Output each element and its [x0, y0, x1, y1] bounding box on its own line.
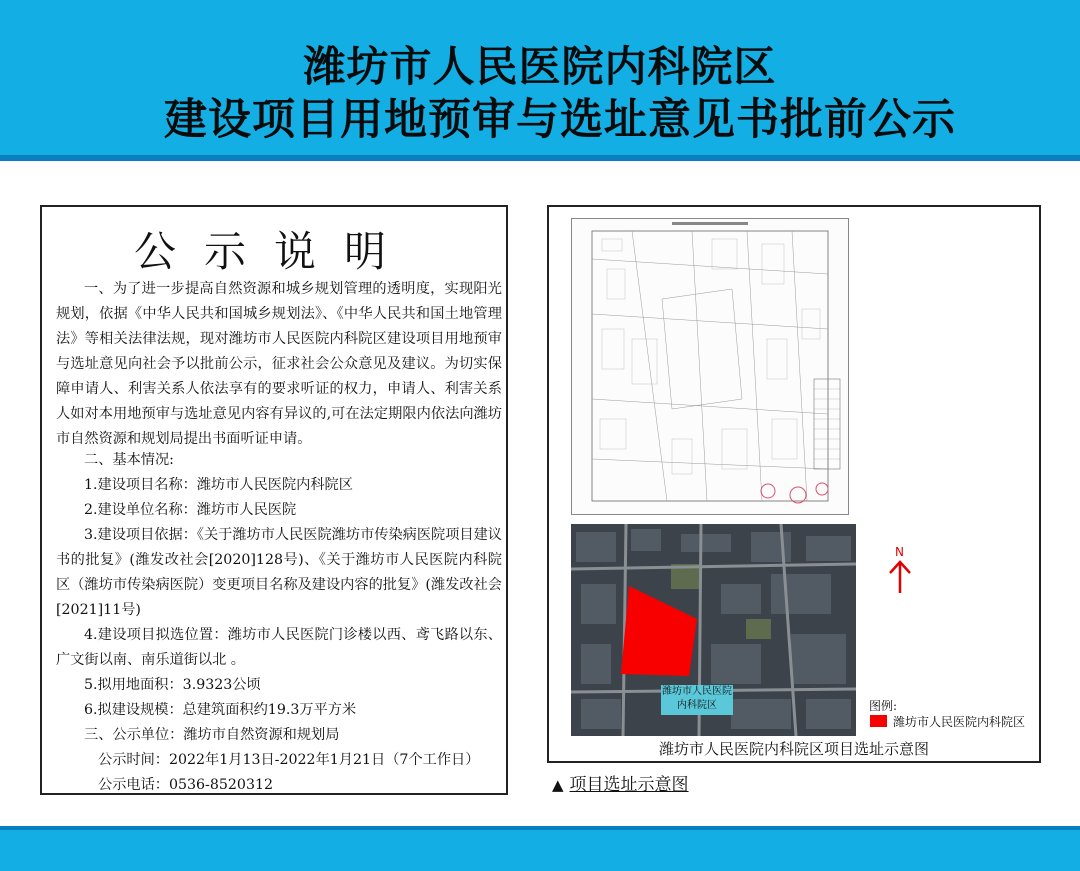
item-scale: 6.拟建设规模：总建筑面积约19.3万平方米	[84, 702, 357, 718]
page-title-line1: 潍坊市人民医院内科院区	[303, 42, 777, 91]
notice-panel	[40, 205, 508, 795]
legend-title: 图例:	[869, 699, 898, 713]
item-project-name: 1.建设项目名称：潍坊市人民医院内科院区	[84, 477, 353, 493]
publicity-phone: 公示电话：0536-8520312	[98, 777, 274, 793]
map-caption: 潍坊市人民医院内科院区项目选址示意图	[658, 740, 929, 758]
legend-swatch	[870, 715, 887, 727]
page-title-line2: 建设项目用地预审与选址意见书批前公示	[164, 95, 956, 145]
site-label-line2: 内科院区	[677, 700, 717, 711]
header-divider	[0, 155, 1080, 161]
planning-map-image	[571, 218, 849, 515]
notice-title: 公示说明	[133, 227, 414, 276]
triangle-icon: ▲	[552, 776, 564, 794]
north-arrow	[887, 545, 913, 595]
planning-map-drawing	[572, 219, 848, 514]
item-project-basis: 3.建设项目依据：《关于潍坊市人民医院潍坊市传染病医院项目建议书的批复》(潍发改社会[2020]128号)、《关于潍坊市人民医院内科院区（潍坊市传染病医院）变更项目名称及建设内容的批复》(潍发改社会[2021]11号)	[56, 527, 502, 618]
section-basic-info: 二、基本情况:	[84, 452, 174, 468]
publicity-time: 公示时间：2022年1月13日-2022年1月21日（7个工作日）	[98, 752, 480, 768]
item-location: 4.建设项目拟选位置：潍坊市人民医院门诊楼以西、鸢飞路以东、广文街以南、南乐道街以北 。	[56, 627, 502, 668]
below-caption	[552, 770, 689, 795]
site-label-line1: 潍坊市人民医院	[662, 686, 732, 697]
footer-banner	[0, 830, 1080, 871]
north-label: N	[895, 545, 904, 559]
notice-paragraph-1: 一、为了进一步提高自然资源和城乡规划管理的透明度，实现阳光规划，依据《中华人民共和国城乡规划法》、《中华人民共和国土地管理法》等相关法律法规，现对潍坊市人民医院内科院区建设项目用地预审与选址意见向社会予以批前公示，征求社会公众意见及建议。为切实保障申请人、利害关系人依法享有的要求听证的权力，申请人、利害关系人如对本用地预审与选址意见内容有异议的,可在法定期限内依法向潍坊市自然资源和规划局提出书面听证申请。	[56, 281, 502, 447]
item-area: 5.拟用地面积：3.9323公顷	[84, 677, 261, 693]
section-publisher: 三、公示单位：潍坊市自然资源和规划局	[84, 727, 340, 743]
item-unit-name: 2.建设单位名称：潍坊市人民医院	[84, 502, 297, 518]
legend-label: 潍坊市人民医院内科院区	[893, 715, 1026, 729]
site-label	[661, 685, 733, 715]
below-caption-text: 项目选址示意图	[569, 775, 689, 795]
arrow-up-icon	[887, 559, 913, 595]
